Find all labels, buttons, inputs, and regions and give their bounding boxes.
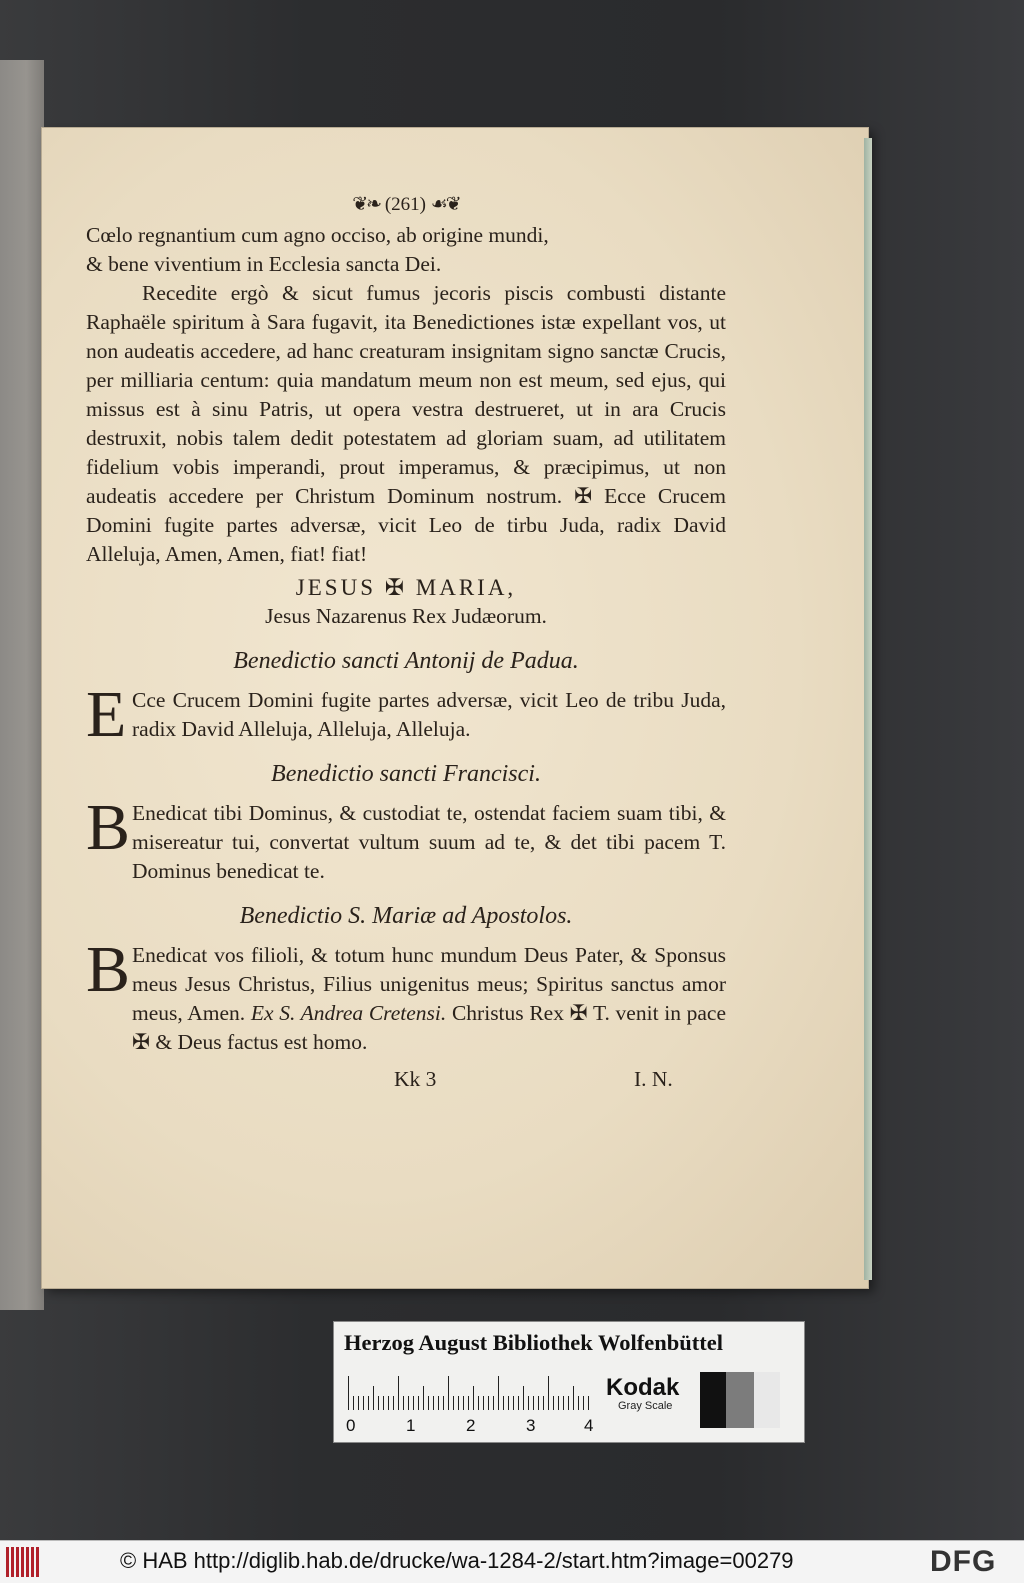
ruler-tick [408,1396,409,1410]
hab-logo-bar [6,1547,9,1577]
hab-logo-bar [31,1547,34,1577]
hab-logo-bar [16,1547,19,1577]
ruler-tick [533,1396,534,1410]
ruler-tick [588,1396,589,1410]
ruler-tick [553,1396,554,1410]
heading-maria: Benedictio S. Mariæ ad Apostolos. [239,903,573,929]
footer-bar [0,1540,1024,1583]
gray-swatch-mid [726,1372,754,1428]
ruler-tick [578,1396,579,1410]
ruler-tick [563,1396,564,1410]
ruler-tick [393,1396,394,1410]
ruler-tick [468,1396,469,1410]
ruler-numbers [342,1416,602,1436]
ruler-tick [353,1396,354,1410]
source-citation: Ex S. Andrea Cretensi. [250,1001,447,1025]
jesus-maria-line: JESUS ✠ MARIA, [295,575,517,600]
ruler-tick [403,1396,404,1410]
page-number: (261) [384,194,427,215]
ruler-tick [443,1396,444,1410]
hab-logo-bar [11,1547,14,1577]
ruler-tick [348,1376,349,1410]
facing-page-edge [0,60,44,1310]
paragraph-recedite: Recedite ergò & sicut fumus jecoris piscis combusti distante Raphaële spiritum à Sara fugavit, ita Benedictiones istæ expellant vos, ut non audeatis accedere, ad hanc creaturam insignitam signo sanctæ Crucis, per milliaria centum: quia mandatum meum non est meum, sed ejus, qui missus est à sinu Patris, ut opera vestra destrueret, ut in ara Crucis destruxit, nobis talem dedit potestatem ad gloriam suam, ad utilitatem fidelium vobis imperandi, prout imperamus, & præcipimus, ut non audeatis accedere per Christum Dominum nostrum. ✠ Ecce Crucem Domini fugite partes adversæ, vicit Leo de tirbu Juda, radix David Alleluja, Amen, Amen, fiat! fiat! [86,281,726,566]
text-line: Cœlo regnantium cum agno occiso, ab origine mundi, [86,223,549,247]
footer-copyright-link[interactable]: © HAB http://diglib.hab.de/drucke/wa-1284-2/start.htm?image=00279 [120,1548,794,1573]
inri-line: Jesus Nazarenus Rex Judæorum. [265,604,547,628]
drop-capital: B [86,791,131,864]
ruler-number: 2 [466,1416,476,1435]
ruler-tick [478,1396,479,1410]
page-fore-edge [864,138,872,1280]
ruler-tick [508,1396,509,1410]
ruler-tick [453,1396,454,1410]
ruler-tick [583,1396,584,1410]
text-line: & bene viventium in Ecclesia sancta Dei. [86,252,442,276]
gray-scale-label: Gray Scale [618,1400,673,1412]
scale-card [334,1322,804,1442]
ornament-right-icon: ☙❦ [430,194,460,215]
ruler-number: 1 [406,1416,416,1435]
ruler-tick [448,1376,449,1410]
ruler-tick [413,1396,414,1410]
ruler-tick [398,1376,399,1410]
ruler-tick [388,1396,389,1410]
ruler-tick [418,1396,419,1410]
ruler-tick [473,1386,474,1410]
signature-mark: Kk 3 [394,1067,437,1091]
ornament-left-icon: ❦❧ [352,194,381,215]
kodak-logo: Kodak [606,1374,680,1401]
library-title: Herzog August Bibliothek Wolfenbüttel [344,1330,723,1355]
page-text [86,190,726,1095]
ruler-tick [383,1396,384,1410]
ruler-number: 0 [346,1416,356,1435]
ruler-tick [528,1396,529,1410]
ruler-tick [558,1396,559,1410]
paragraph-franciscus [86,791,726,886]
ruler-tick [363,1396,364,1410]
ruler-tick [538,1396,539,1410]
paragraph-text: Enedicat vos filioli, & totum hunc mundum Deus Pater, & Sponsus meus Jesus Christus, Filius unigenitus meus; Spiritus sanctus amor meus, Amen. [132,943,726,1025]
hab-logo-bar [36,1547,39,1577]
dfg-logo: DFG [930,1545,997,1578]
page-header [86,190,726,219]
heading-franciscus: Benedictio sancti Francisci. [271,761,541,787]
ruler-tick [498,1376,499,1410]
paragraph-text: Cce Crucem Domini fugite partes adversæ, vicit Leo de tribu Juda, radix David Alleluja, Alleluja, Alleluja. [132,688,726,741]
gray-swatch-light [754,1372,780,1428]
paragraph-maria [86,933,727,1057]
ruler-tick [463,1396,464,1410]
ruler-tick [483,1396,484,1410]
ruler-tick [543,1396,544,1410]
ruler-tick [378,1396,379,1410]
ruler-tick [368,1396,369,1410]
catchword: I. N. [634,1067,673,1091]
ruler-tick [423,1386,424,1410]
ruler-number: 4 [584,1416,594,1435]
gray-swatch-black [700,1372,726,1428]
ruler-number: 3 [526,1416,536,1435]
ruler-tick [573,1386,574,1410]
ruler-tick [373,1386,374,1410]
ruler-tick [438,1396,439,1410]
ruler-tick [433,1396,434,1410]
ruler-tick [523,1386,524,1410]
drop-capital: E [86,678,127,751]
paragraph-antonius [86,678,726,751]
heading-antonius: Benedictio sancti Antonij de Padua. [233,648,579,674]
paragraph-text: Christus Rex ✠ T. venit in pace ✠ & Deus factus est homo. [132,1001,727,1054]
drop-capital: B [86,933,131,1006]
ruler-tick [488,1396,489,1410]
ruler-tick [518,1396,519,1410]
hab-logo-bar [26,1547,29,1577]
paragraph-text: Enedicat tibi Dominus, & custodiat te, ostendat faciem suam tibi, & misereatur tui, convertat vultum suum ad te, & det tibi pacem T. Dominus benedicat te. [132,801,726,883]
ruler-tick [568,1396,569,1410]
ruler [348,1376,588,1410]
ruler-tick [503,1396,504,1410]
ruler-tick [458,1396,459,1410]
ruler-tick [428,1396,429,1410]
ruler-tick [358,1396,359,1410]
hab-logo-icon [6,1547,46,1577]
hab-logo-bar [21,1547,24,1577]
ruler-tick [513,1396,514,1410]
ruler-tick [493,1396,494,1410]
page-footer [86,1065,726,1095]
ruler-tick [548,1376,549,1410]
